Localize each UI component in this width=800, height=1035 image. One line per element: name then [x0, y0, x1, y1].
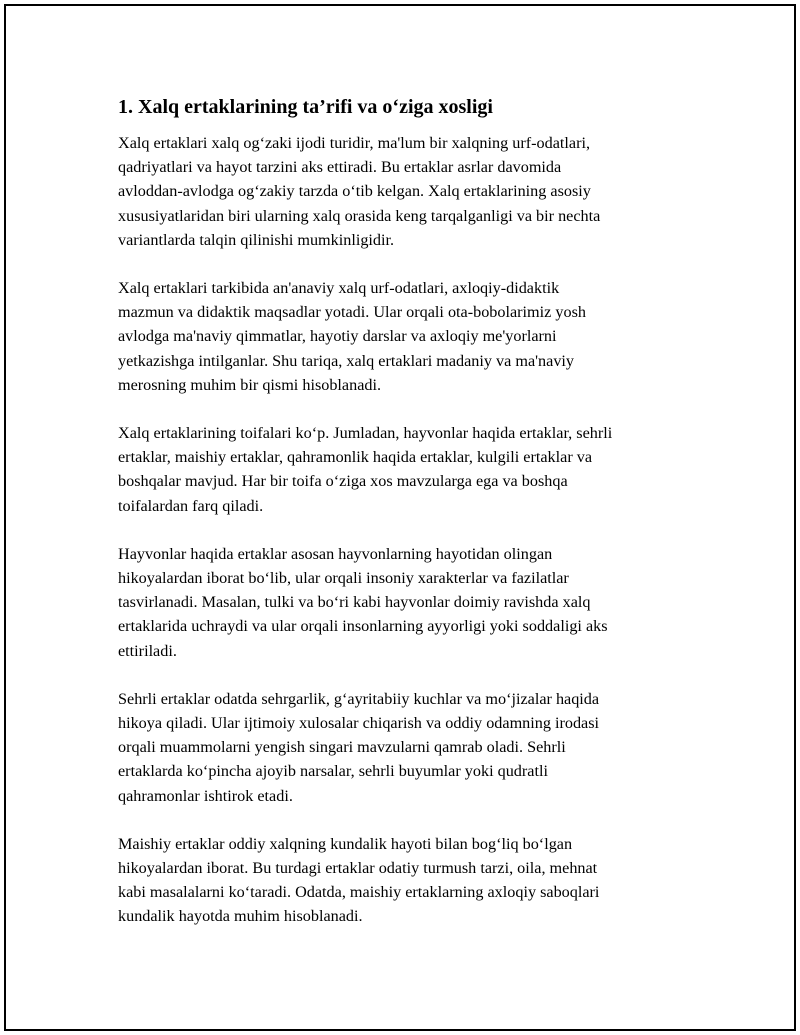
paragraph-everyday-tales: Maishiy ertaklar oddiy xalqning kundalik hayoti bilan bog‘liq bo‘lgan hikoyalardan iborat. Bu turdagi ertaklar odatiy turmush tarzi, oila, mehnat kabi masalalarni ko‘taradi. Odatda, maishiy ertaklarning axloqiy saboqlari kundalik hayotda muhim hisoblanadi. [118, 834, 600, 926]
section-title: 1. Xalq ertaklarining ta’rifi va o‘ziga xosligi [118, 96, 493, 118]
paragraph-categories: Xalq ertaklarining toifalari ko‘p. Jumladan, hayvonlar haqida ertaklar, sehrli ertaklar, maishiy ertaklar, qahramonlik haqida ertaklar, kulgili ertaklar va boshqalar mavjud. Har bir toifa o‘ziga xos mavzularga ega va boshqa toifalardan farq qiladi. [118, 424, 613, 515]
paragraph-content: Xalq ertaklari tarkibida an'anaviy xalq urf-odatlari, axloqiy-didaktik mazmun va didaktik maqsadlar yotadi. Ular orqali ota-bobolarimiz yosh avlodga ma'naviy qimmatlar, hayotiy darslar va axloqiy me'yorlarni yetkazishga intilganlar. Shu tariqa, xalq ertaklari madaniy va ma'naviy merosning muhim bir qismi hisoblanadi. [118, 279, 586, 394]
paragraph-animal-tales: Hayvonlar haqida ertaklar asosan hayvonlarning hayotidan olingan hikoyalardan iborat bo‘lib, ular orqali insoniy xarakterlar va fazilatlar tasvirlanadi. Masalan, tulki va bo‘ri kabi hayvonlar doimiy ravishda xalq ertaklarida uchraydi va ular orqali insonlarning ayyorligi yoki soddaligi aks ettiriladi. [118, 544, 608, 660]
paragraph-magic-tales: Sehrli ertaklar odatda sehrgarlik, g‘ayritabiiy kuchlar va mo‘jizalar haqida hikoya qiladi. Ular ijtimoiy xulosalar chiqarish va oddiy odamning irodasi orqali muammolarni yengish singari mavzularni qamrab oladi. Sehrli ertaklarda ko‘pincha ajoyib narsalar, sehrli buyumlar yoki qudratli qahramonlar ishtirok etadi. [118, 689, 600, 805]
document-body [118, 94, 698, 953]
paragraph-definition: Xalq ertaklari xalq og‘zaki ijodi turidir, ma'lum bir xalqning urf-odatlari, qadriyatlari va hayot tarzini aks ettiradi. Bu ertaklar asrlar davomida avloddan-avlodga og‘zakiy tarzda o‘tib kelgan. Xalq ertaklarining asosiy xususiyatlaridan biri ularning xalq orasida keng tarqalganligi va bir nechta variantlarda talqin qilinishi mumkinligidir. [118, 134, 601, 249]
